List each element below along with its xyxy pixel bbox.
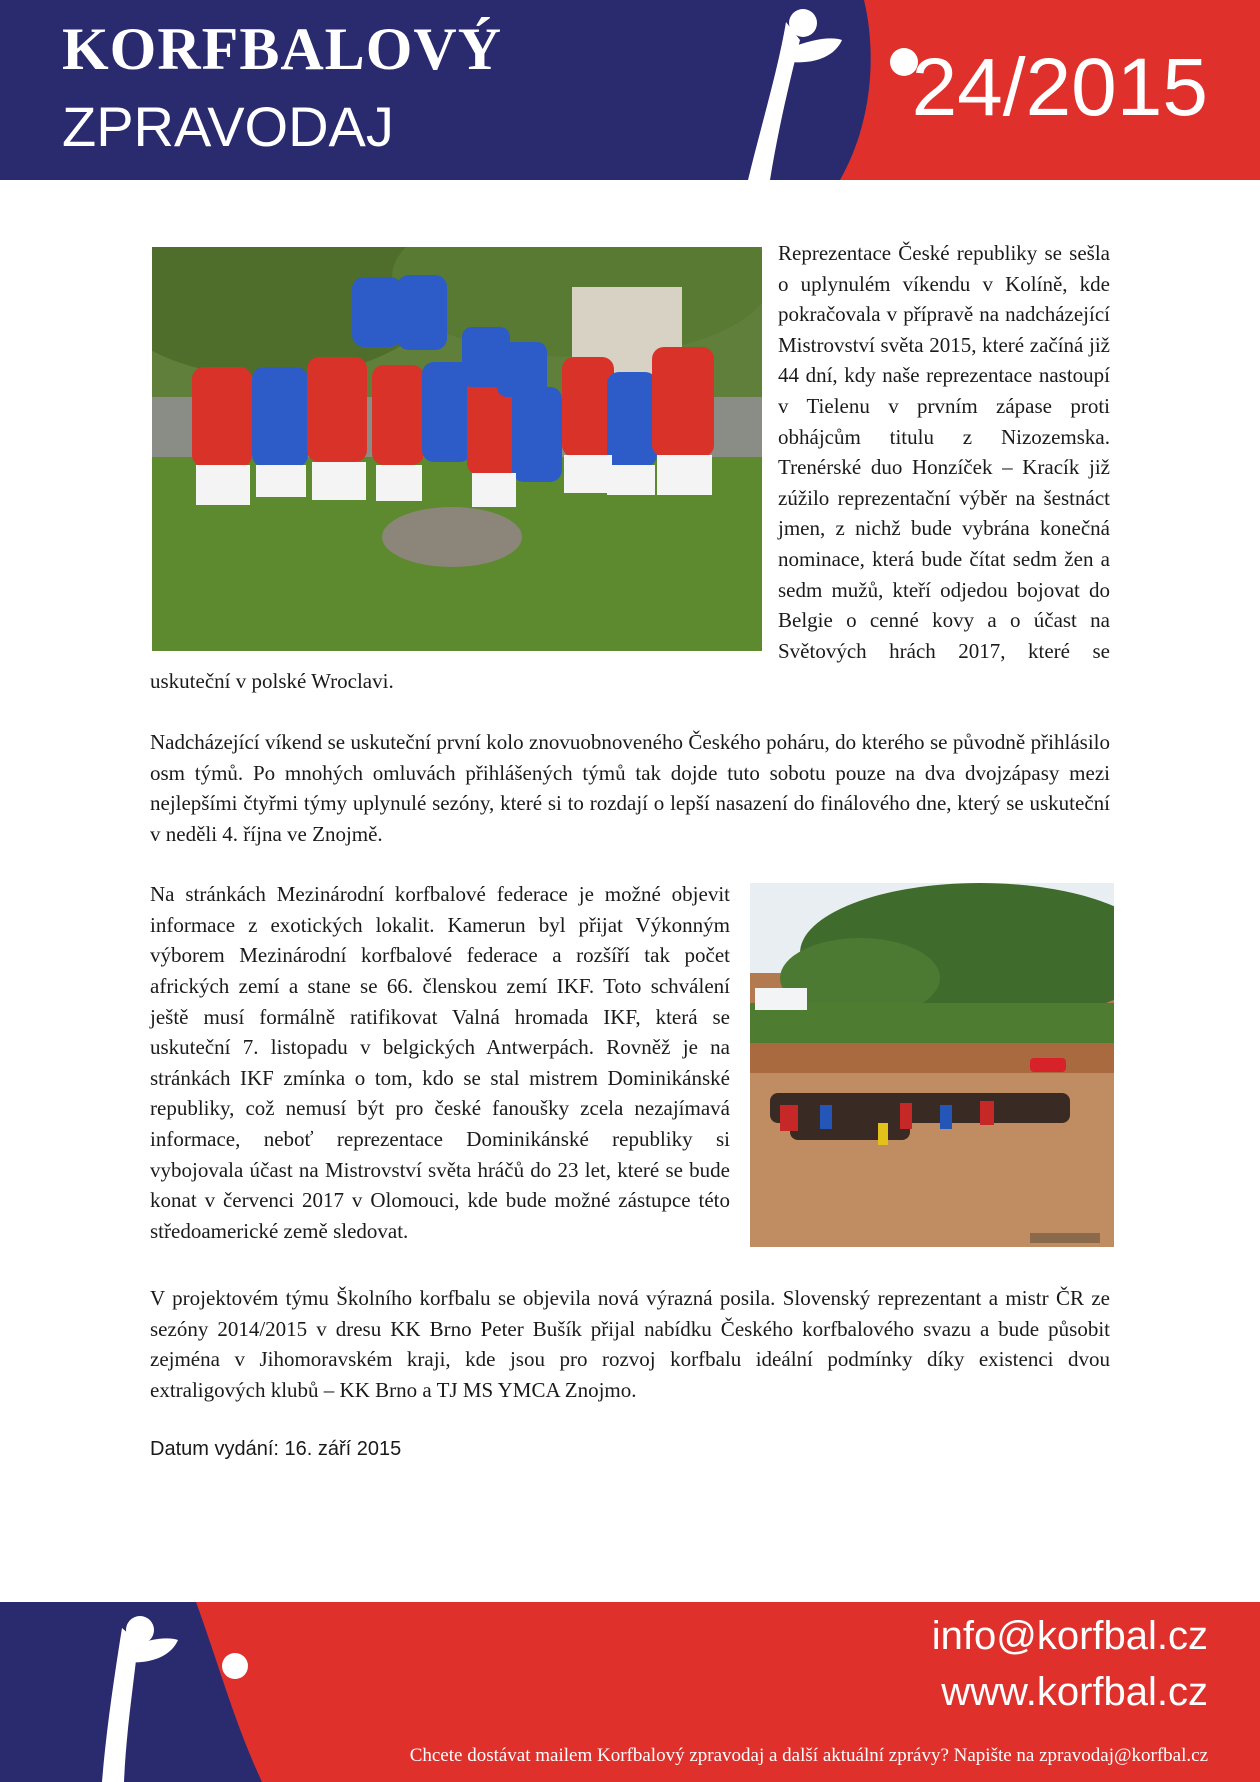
- article-text: V projektovém týmu Školního korfbalu se objevila nová výrazná posila. Slovenský reprezentant a mistr ČR ze sezóny 2014/2015 v dresu KK Brno Peter Bušík přijal nabídku Českého korfbalového svazu a bude působit zejména v Jihomoravském kraji, kde jsou pro rozvoj korfbalu ideální podmínky díky existenci dvou extraligových klubů – KK Brno a TJ MS YMCA Znojmo.: [150, 1286, 1110, 1403]
- cameroon-photo: [750, 883, 1114, 1247]
- footer-banner: [0, 1602, 1260, 1782]
- issue-number: 24/2015: [911, 42, 1208, 133]
- article-text: Na stránkách Mezinárodní korfbalové federace je možné objevit informace z exotických lokalit. Kamerun byl přijat Výkonným výborem Mezinárodní korfbalové federace a rozšíří tak počet afrických zemí a stane se 66. členskou zemí IKF. Toto schválení ještě musí formálně ratifikovat Valná hromada IKF, která se uskuteční 7. listopadu v belgických Antwerpách. Rovněž je na stránkách IKF zmínka o tom, kdo se stal mistrem Dominikánské republiky, což nemusí být pro české fanoušky zcela nezajímavá informace, neboť reprezentace Dominikánské republiky si vybojovala účast na Mistrovství světa hráčů do 23 let, které se bude konat v červenci 2017 v Olomouci, kde bude možné zástupce této středoamerické země sledovat.: [150, 882, 730, 1243]
- team-photo: [152, 247, 762, 651]
- article-czech-cup: [150, 727, 1110, 849]
- subscribe-note: Chcete dostávat mailem Korfbalový zpravodaj a další aktuální zprávy? Napište na zpravodaj@korfbal.cz: [409, 1745, 1208, 1766]
- newsletter-content: [150, 238, 1110, 1464]
- contact-email[interactable]: info@korfbal.cz: [931, 1614, 1208, 1658]
- contact-website[interactable]: www.korfbal.cz: [941, 1670, 1208, 1714]
- newsletter-subtitle: ZPRAVODAJ: [62, 95, 394, 158]
- release-date: Datum vydání: 16. září 2015: [150, 1437, 402, 1460]
- article-text: Reprezentace České republiky se sešla o uplynulém víkendu v Kolíně, kde pokračovala v přípravě na nadcházející Mistrovství světa 2015, které začíná již 44 dní, kdy naše reprezentace nastoupí v Tielenu v prvním zápase proti obhájcům titulu z Nizozemska. Trenérské duo Honzíček – Kracík již zúžilo reprezentační výběr na šestnáct jmen, z nichž bude vybrána konečná nominace, která bude čítat sedm žen a sedm mužů, kteří odjedou bojovat do Belgie o cenné kovy a o účast na Světových hrách 2017, které se uskuteční v polské Wroclavi.: [150, 241, 1110, 694]
- article-text: Nadcházející víkend se uskuteční první kolo znovuobnoveného Českého poháru, do kterého se původně přihlásilo osm týmů. Po mnohých omluvách přihlášených týmů tak dojde tuto sobotu pouze na dva dvojzápasy mezi nejlepšími čtyřmi týmy uplynulé sezóny, které si to rozdají o lepší nasazení do finálového dne, který se uskuteční v neděli 4. října ve Znojmě.: [150, 729, 1110, 846]
- article-ikf-news: [150, 879, 1110, 1253]
- newsletter-title: KORFBALOVÝ: [62, 16, 503, 82]
- article-national-team: [150, 238, 1110, 697]
- article-school-korfball: [150, 1283, 1110, 1405]
- header-banner: [0, 0, 1260, 180]
